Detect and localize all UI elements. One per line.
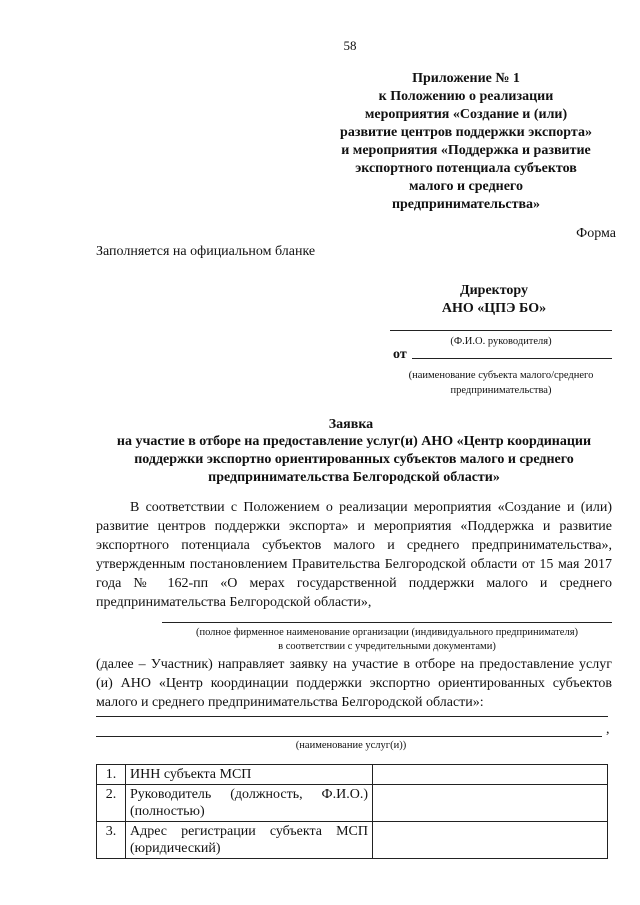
from-blank-line[interactable] xyxy=(412,358,612,359)
service-blank-line-1[interactable] xyxy=(96,716,608,717)
appendix-header xyxy=(316,70,616,214)
appendix-line: развитие центров поддержки экспорта» xyxy=(340,125,592,140)
appendix-line: мероприятия «Создание и (или) xyxy=(364,107,568,122)
row-number: 3. xyxy=(97,822,126,859)
service-caption: (наименование услуг(и)) xyxy=(295,740,407,751)
row-label: Руководитель (должность, Ф.И.О.) (полностью) xyxy=(126,785,373,822)
addressee-block xyxy=(404,282,584,318)
org-caption-line2: в соответствии с учредительными документами) xyxy=(278,641,496,652)
from-caption-line1: (наименование субъекта малого/среднего xyxy=(408,370,594,381)
requisites-table xyxy=(96,764,608,859)
row-label: Адрес регистрации субъекта МСП (юридический) xyxy=(126,822,373,859)
row-value-cell[interactable] xyxy=(373,822,608,859)
fio-blank-line[interactable] xyxy=(390,330,612,331)
blank-note: Заполняется на официальном бланке xyxy=(96,244,316,259)
org-caption-line1: (полное фирменное наименование организации (индивидуального предпринимателя) xyxy=(195,627,579,638)
body-paragraph-2: (далее – Участник) направляет заявку на участие в отборе на предоставление услуг (и) АНО «Центр координации поддержки экспортно ориентированных субъектов малого и среднего предпринимательства Белгородской области»: xyxy=(96,657,612,710)
row-number: 1. xyxy=(97,765,126,785)
row-number: 2. xyxy=(97,785,126,822)
row-value-cell[interactable] xyxy=(373,785,608,822)
org-blank-line[interactable] xyxy=(162,622,612,623)
table-row xyxy=(97,785,608,822)
fio-caption: (Ф.И.О. руководителя) xyxy=(450,336,552,347)
service-comma: , xyxy=(606,722,610,737)
addressee-line1: Директору xyxy=(459,283,529,298)
body-paragraph-1: В соответствии с Положением о реализации мероприятия «Создание и (или) развитие центров поддержки экспорта» и мероприятия «Поддержка и развитие экспортного потенциала субъектов малого и среднего предпринимательства», утвержденным постановлением Правительства Белгородской области от 15 мая 2017 года № 162-пп «О мерах государственной поддержки малого и среднего предпринимательства Белгородской области», xyxy=(96,500,612,610)
application-title: Заявка xyxy=(328,417,374,432)
addressee-line2: АНО «ЦПЭ БО» xyxy=(441,301,547,316)
application-subtitle: на участие в отборе на предоставление услуг(и) АНО «Центр координации поддержки экспортно ориентированных субъектов малого и среднего предпринимательства Белгородской области» xyxy=(116,434,592,485)
appendix-line: экспортного потенциала субъектов xyxy=(355,161,577,176)
appendix-line: предпринимательства» xyxy=(391,197,541,212)
appendix-line: и мероприятия «Поддержка и развитие xyxy=(341,143,591,158)
row-label: ИНН субъекта МСП xyxy=(126,765,373,785)
appendix-line: малого и среднего xyxy=(409,179,523,194)
page-number: 58 xyxy=(343,38,357,53)
appendix-line: Приложение № 1 xyxy=(412,71,520,86)
org-caption xyxy=(162,626,612,654)
from-caption-line2: предпринимательства) xyxy=(450,385,552,396)
row-value-cell[interactable] xyxy=(373,765,608,785)
from-caption xyxy=(388,368,614,398)
form-label: Форма xyxy=(576,226,616,241)
appendix-line: к Положению о реализации xyxy=(378,89,554,104)
from-label: от xyxy=(393,347,407,362)
table-row xyxy=(97,765,608,785)
table-row xyxy=(97,822,608,859)
service-blank-line-2[interactable] xyxy=(96,736,602,737)
